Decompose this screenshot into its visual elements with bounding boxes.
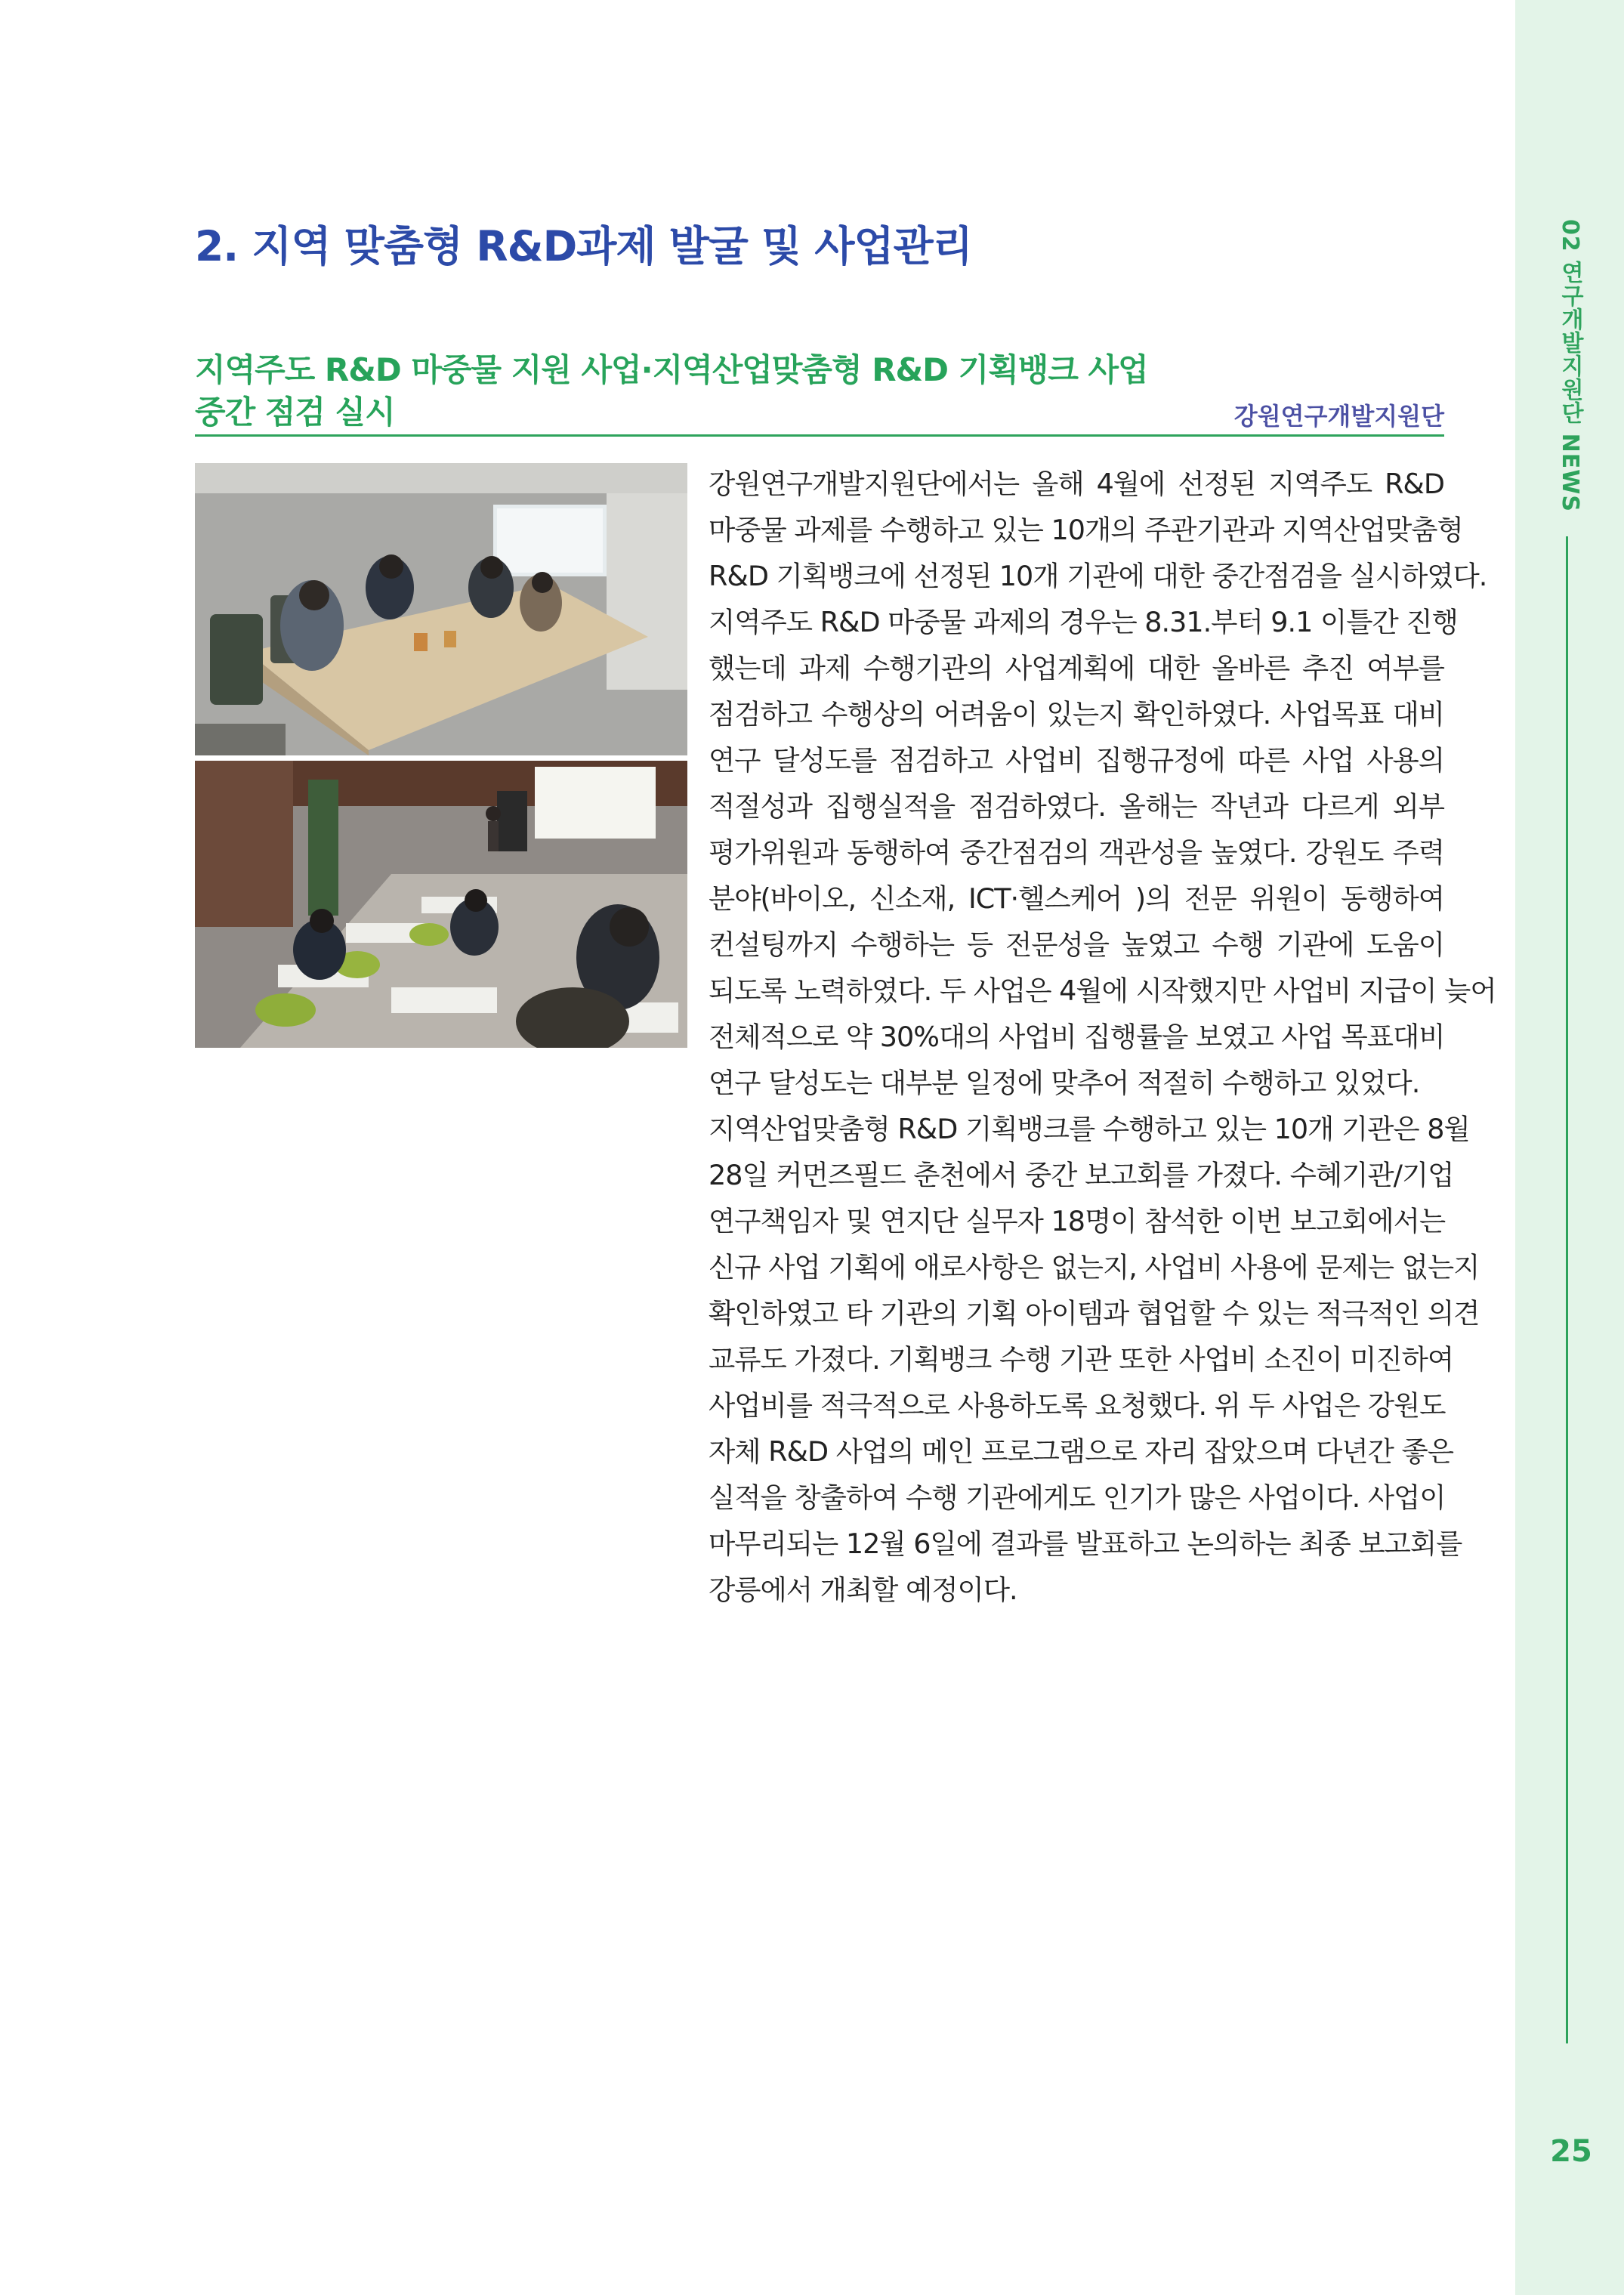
body-line: 연구 달성도를 점검하고 사업비 집행규정에 따른 사업 사용의 [709,744,1444,777]
article-title [195,349,1252,434]
body-line: 점검하고 수행상의 어려움이 있는지 확인하였다. 사업목표 대비 [709,698,1444,731]
body-line: 분야(바이오, 신소재, ICT·헬스케어 )의 전문 위원이 동행하여 [709,882,1444,915]
body-line: 교류도 가졌다. 기획뱅크 수행 기관 또한 사업비 소진이 미진하여 [709,1343,1454,1376]
body-line: 사업비를 적극적으로 사용하도록 요청했다. 위 두 사업은 강원도 [709,1389,1446,1422]
body-line: 컨설팅까지 수행하는 등 전문성을 높였고 수행 기관에 도움이 [709,928,1444,961]
body-line: 강원연구개발지원단에서는 올해 4월에 선정된 지역주도 R&D [709,468,1444,500]
body-line: 되도록 노력하였다. 두 사업은 4월에 시작했지만 사업비 지급이 늦어 [709,975,1496,1007]
body-line: 신규 사업 기획에 애로사항은 없는지, 사업비 사용에 문제는 없는지 [709,1251,1480,1283]
body-line: 연구책임자 및 연지단 실무자 18명이 참석한 이번 보고회에서는 [709,1205,1446,1237]
body-line: 적절성과 집행실적을 점검하였다. 올해는 작년과 다르게 외부 [709,790,1444,823]
body-line: R&D 기획뱅크에 선정된 10개 기관에 대한 중간점검을 실시하였다. [709,560,1487,592]
body-line: 28일 커먼즈필드 춘천에서 중간 보고회를 가졌다. 수혜기관/기업 [709,1159,1454,1191]
sidebar-section-label: 02 연구개발지원단 NEWS [1557,219,1583,512]
meeting-photo [195,463,687,755]
body-line: 전체적으로 약 30%대의 사업비 집행률을 보였고 사업 목표대비 [709,1021,1445,1053]
body-line: 마중물 과제를 수행하고 있는 10개의 주관기관과 지역산업맞춤형 [709,514,1463,546]
seminar-photo [195,761,687,1048]
body-line: 지역산업맞춤형 R&D 기획뱅크를 수행하고 있는 10개 기관은 8월 [709,1113,1470,1145]
organization-name: 강원연구개발지원단 [1233,402,1444,431]
body-line: 확인하였고 타 기관의 기획 아이템과 협업할 수 있는 적극적인 의견 [709,1297,1480,1330]
body-line: 했는데 과제 수행기관의 사업계획에 대한 올바른 추진 여부를 [709,652,1444,684]
title-divider [195,434,1444,437]
body-line: 평가위원과 동행하여 중간점검의 객관성을 높였다. 강원도 주력 [709,836,1444,869]
article-title-line-2: 중간 점검 실시 [195,394,395,431]
article-title-line-1: 지역주도 R&D 마중물 지원 사업·지역산업맞춤형 R&D 기획뱅크 사업 [195,351,1148,388]
article-body [709,461,1496,1613]
sidebar-divider [1566,536,1568,2043]
body-line: 실적을 창출하여 수행 기관에게도 인기가 많은 사업이다. 사업이 [709,1481,1446,1514]
body-line: 연구 달성도는 대부분 일정에 맞추어 적절히 수행하고 있었다. [709,1067,1420,1099]
body-line: 마무리되는 12월 6일에 결과를 발표하고 논의하는 최종 보고회를 [709,1527,1462,1560]
body-line: 지역주도 R&D 마중물 과제의 경우는 8.31.부터 9.1 이틀간 진행 [709,606,1458,638]
body-line: 자체 R&D 사업의 메인 프로그램으로 자리 잡았으며 다년간 좋은 [709,1435,1453,1468]
body-line: 강릉에서 개최할 예정이다. [709,1574,1017,1606]
page-number: 25 [1550,2134,1592,2169]
section-title: 2. 지역 맞춤형 R&D과제 발굴 및 사업관리 [195,222,972,270]
